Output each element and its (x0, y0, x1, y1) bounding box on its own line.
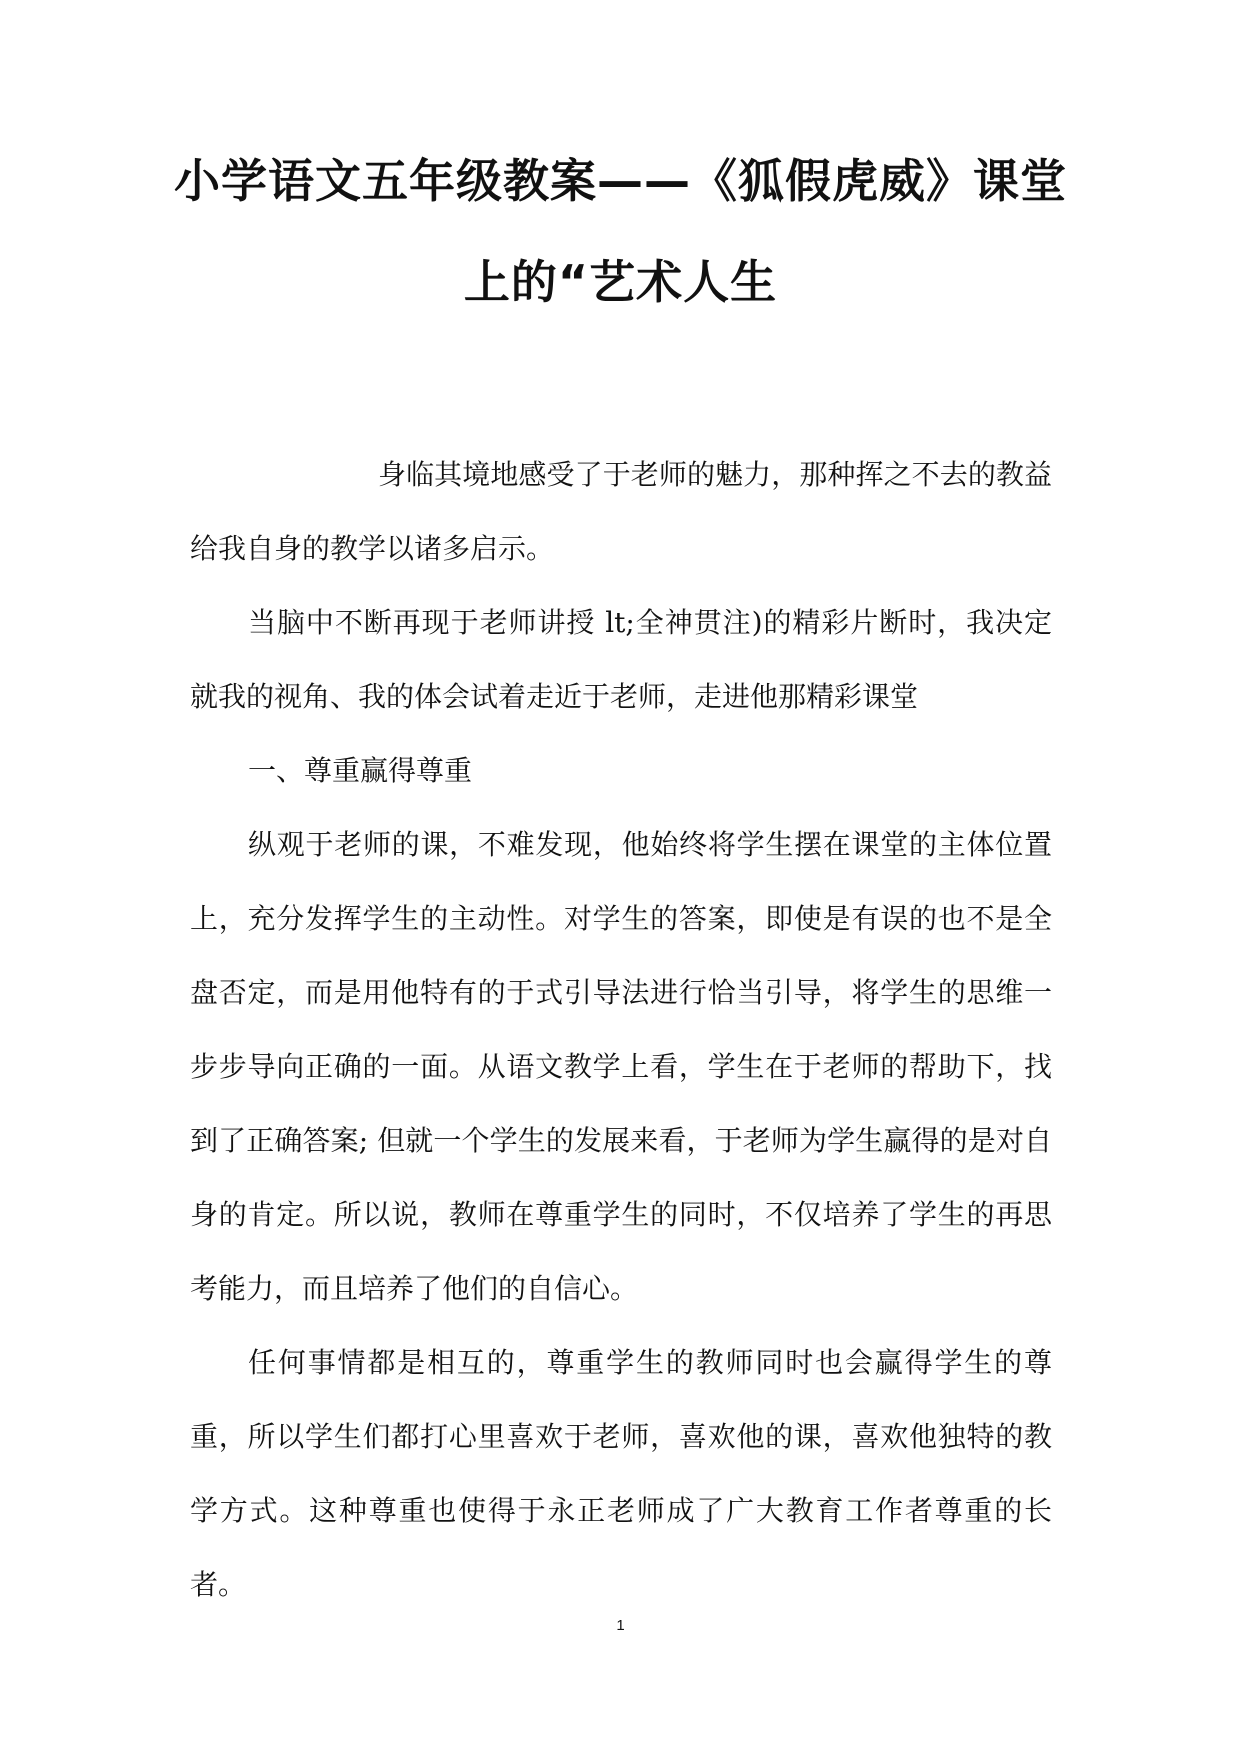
paragraph-intro: 身临其境地感受了于老师的魅力，那种挥之不去的教益给我自身的教学以诸多启示。 (190, 458, 1052, 565)
paragraph-respect-body: 纵观于老师的课，不难发现，他始终将学生摆在课堂的主体位置上，充分发挥学生的主动性。对学生的答案，即使是有误的也不是全盘否定，而是用他特有的于式引导法进行恰当引导，将学生的思维一步步导向正确的一面。从语文教学上看，学生在于老师的帮助下，找到了正确答案; 但就一个学生的发展来看，于老师为学生赢得的是对自身的肯定。所以说，教师在尊重学生的同时，不仅培养了学生的再思考能力，而且培养了他们的自信心。 (190, 828, 1052, 1305)
paragraph-mutual-respect: 任何事情都是相互的，尊重学生的教师同时也会赢得学生的尊重，所以学生们都打心里喜欢于老师，喜欢他的课，喜欢他独特的教学方式。这种尊重也使得于永正老师成了广大教育工作者尊重的长者。 (190, 1346, 1052, 1601)
section-heading-respect: 一、尊重赢得尊重 (248, 754, 473, 787)
document-title-line-2: 上的“艺术人生 (463, 255, 778, 309)
document-title-line-1: 小学语文五年级教案——《狐假虎威》课堂 (174, 154, 1067, 208)
paragraph-decision: 当脑中不断再现于老师讲授 lt;全神贯注)的精彩片断时，我决定就我的视角、我的体会试着走近于老师，走进他那精彩课堂 (190, 606, 1052, 713)
page-number: 1 (616, 1617, 625, 1634)
document-body (190, 438, 1052, 1622)
